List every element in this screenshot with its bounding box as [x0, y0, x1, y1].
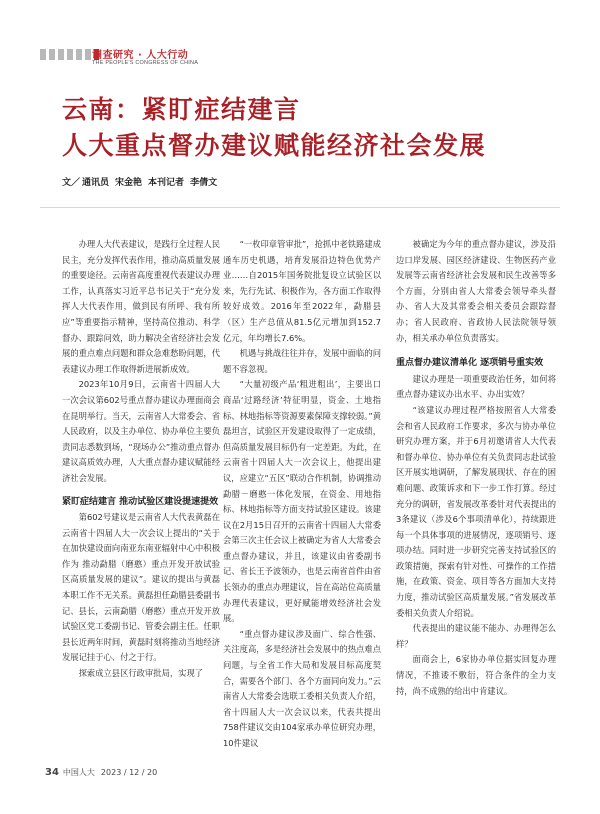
- article-column-3: [396, 237, 556, 699]
- header-divider: [40, 207, 560, 208]
- byline: [62, 175, 217, 188]
- paragraph: 探索成立县区行政审批局，实现了: [78, 668, 204, 679]
- article-column-1: [62, 237, 220, 682]
- paragraph: 建议办理是一项重要政治任务，如何将重点督办建议办出水平、办出实效？: [396, 373, 556, 400]
- paragraph: 办理人大代表建议，是践行全过程人民民主，充分发挥代表作用，推动高质量发展的重要途径。云南省高度重视代表建议办理工作，认真落实习近平总书记关于“充分发挥人大代表作用，做到民有所呼、我有所应”等重要指示精神，坚持高位推动、科学督办、跟踪问效，助力解决全省经济社会发展的重点难点问题和群众急难愁盼问题，代表建议办理工作取得新进展新成效。: [62, 239, 220, 374]
- paragraph: 2023年10月9日，云南省十四届人大一次会议第602号重点督办建议办理面商会在昆明举行。当天，云南省人大常委会、省人民政府，以及主办单位、协办单位主要负责同志悉数到场，“现场办公”推动重点督办建议高质效办理，人大重点督办建议赋能经济社会发展。: [62, 379, 220, 483]
- magazine-english-name: THE PEOPLE'S CONGRESS OF CHINA: [92, 60, 199, 66]
- paragraph: 代表提出的建议能不能办、办理得怎么样？: [396, 623, 556, 649]
- byline-name1: 宋金艳: [115, 178, 143, 188]
- byline-label: 文／: [62, 178, 81, 188]
- section-label: 调查研究 · 人大行动: [92, 50, 189, 61]
- paragraph: 面商会上，6家协办单位据实回复办理情况，不推诿不敷衍，符合条件的全力支持，尚不成熟的给出中肯建议。: [396, 654, 556, 696]
- magazine-name: 中国人大: [62, 768, 95, 777]
- article-title-line2: 人大重点督办建议赋能经济社会发展: [62, 131, 487, 160]
- article-title-line1: 云南：紧盯症结建言: [62, 95, 301, 124]
- paragraph: 第602号建议是云南省人大代表黄磊在云南省十四届人大一次会议上提出的“关于在加快建设面向南亚东南亚辐射中心中积极作为 推动勐腊（磨憨）重点开发开放试验区高质量发展的建议”。建议的提出与黄磊本职工作不无关系。黄磊担任勐腊县委副书记、县长，云南勐腊（磨憨）重点开发开放试验区党工委副书记、管委会副主任。任职县长近两年时间，黄磊时刻将推动当地经济发展记挂于心、付之于行。: [62, 512, 220, 663]
- byline-role1: 通讯员: [82, 178, 110, 188]
- article-column-2: [223, 237, 381, 752]
- paragraph: “大量初级产品‘粗进粗出’，主要出口商品‘过路经济’特征明显，资金、土地指标、林地指标等资源要素保障支撑较弱。”黄磊坦言，试验区开发建设取得了一定成绩，但高质量发展目标仍有一定差距。为此，在云南省十四届人大一次会议上，他提出建议，应建立“五区”联动合作机制，协调推动勐腊－磨憨一体化发展，在资金、用地指标、林地指标等方面支持试验区建设。该建议在2月15日召开的云南省十四届人大常委会第三次主任会议上被确定为省人大常委会重点督办建议，并且，该建议由省委副书记、省长王予波领办，也是云南省首件由省长领办的重点办理建议，旨在高站位高质量办理代表建议，更好赋能增效经济社会发展。: [223, 379, 381, 624]
- paragraph: “重点督办建议涉及面广、综合性强、关注度高，多是经济社会发展中的热点难点问题，与全省工作大局和发展目标高度契合，需要各个部门、各个方面同向发力。”云南省人大常委会选联工委相关负责人介绍，省十四届人大一次会议以来，代表共提出758件建议交由104家承办单位研究办理，10件建议: [223, 628, 381, 748]
- paragraph: 机遇与挑战往往并存，发展中面临的问题不容忽视。: [223, 348, 381, 374]
- paragraph: “该建议办理过程严格按照省人大常委会和省人民政府工作要求，多次与协办单位研究办理方案，并于6月初邀请省人大代表和督办单位、协办单位有关负责同志赴试验区开展实地调研，了解发展现状、存在的困难问题、政策诉求和下一步工作打算。经过充分的调研，省发展改革委针对代表提出的3条建议（涉及6个事项清单化），持续跟进每一个具体事项的进展情况，逐项销号、逐项办结。同时进一步研究完善支持试验区的政策措施，探索有针对性、可操作的工作措施，在政策、资金、项目等各方面加大支持力度，推动试验区高质量发展。”省发展改革委相关负责人介绍说。: [396, 404, 556, 618]
- page-number: 34: [45, 767, 59, 778]
- page-footer: [45, 767, 157, 778]
- paragraph: 被确定为今年的重点督办建议，涉及沿边口岸发展、园区经济建设、生物医药产业发展等云南省经济社会发展和民生改善等多个方面，分别由省人大常委会领导牵头督办、省人大及其常委会相关委员会跟踪督办；省人民政府、省政协人民法院领导领办，相关承办单位负责落实。: [396, 239, 556, 343]
- subheading: 紧盯症结建言 推动试验区建设提速提效: [62, 496, 219, 507]
- header-decoration-bars: [40, 49, 99, 60]
- issue-date: 2023 / 12 / 20: [100, 768, 158, 777]
- paragraph: “一枚印章管审批”，抢抓中老铁路建成通车历史机遇，培育发展沿边特色优势产业……自2015年国务院批复设立试验区以来，先行先试、积极作为，各方面工作取得较好成效。2016年至2022年，勐腊县（区）生产总值从81.5亿元增加到152.7亿元，年均增长7.6%。: [223, 239, 381, 343]
- subheading: 重点督办建议清单化 逐项销号重实效: [396, 358, 544, 369]
- byline-name2: 李倩文: [190, 178, 218, 188]
- byline-role2: 本刊记者: [148, 178, 185, 188]
